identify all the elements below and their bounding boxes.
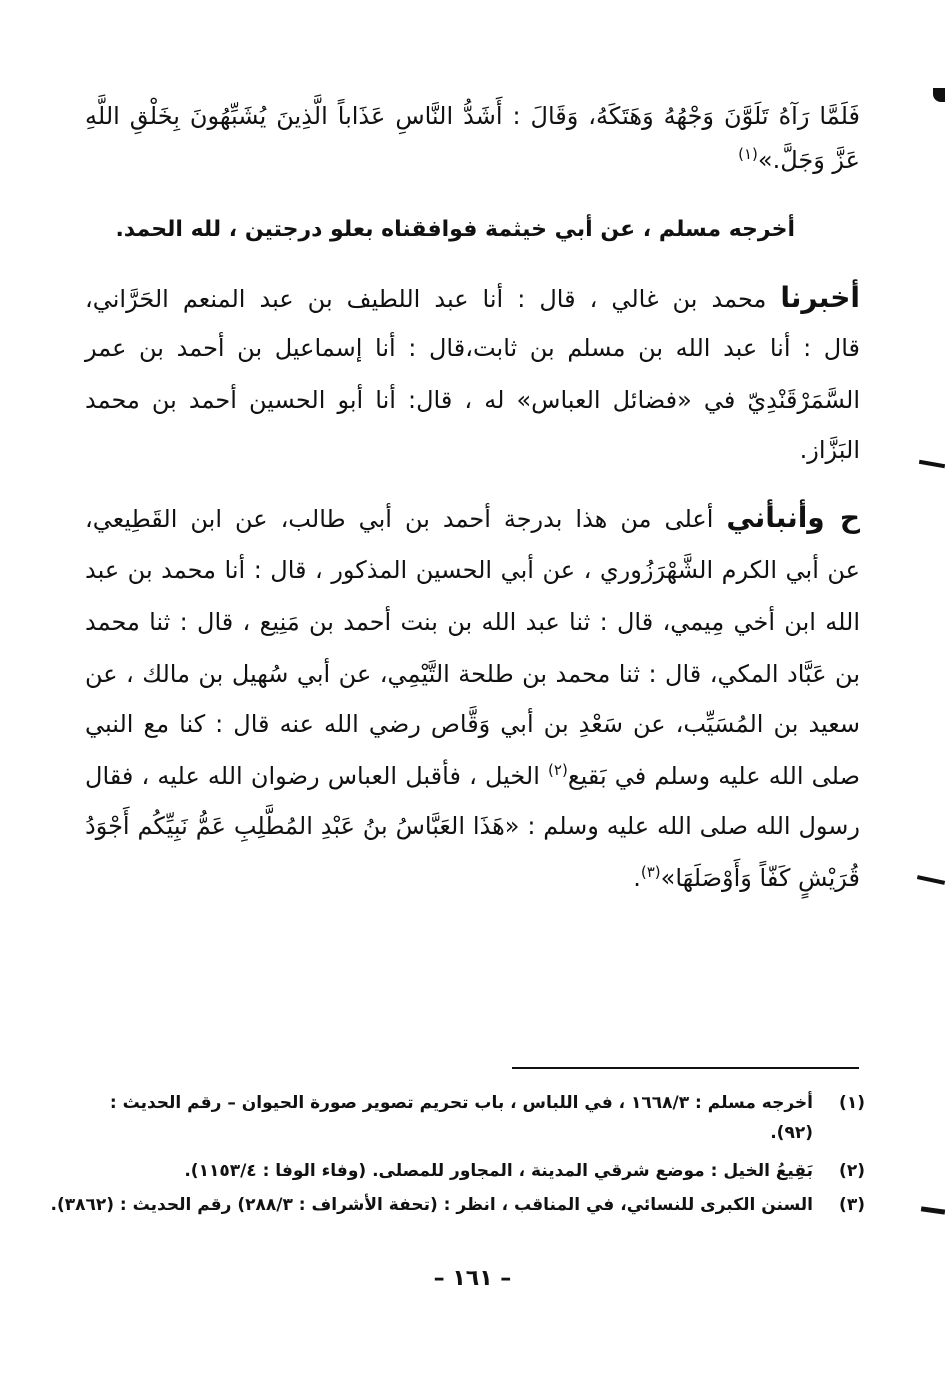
footnote-ref-2: (٢) xyxy=(548,761,568,779)
text-line-13: صلى الله عليه وسلم في بَقيع$^{(٢)}$ الخيل ، فأقبل العباس رضوان الله عليه ، فقال xyxy=(85,761,860,790)
footnote-2: (٢)بَقِيعُ الخيل : موضع شرقي المدينة ، المجاور للمصلى. (وفاء الوفا : ١١٥٣/٤). xyxy=(184,1161,865,1181)
text-line-6: السَّمَرْقَنْدِيّ في «فضائل العباس» له ، قال: أنا أبو الحسين أحمد بن محمد xyxy=(85,386,860,414)
scan-edge-mark xyxy=(921,1206,945,1214)
footnote-1-cont: (٩٢). xyxy=(770,1123,813,1143)
text-line-8: ح وأنبأني أعلى من هذا بدرجة أحمد بن أبي طالب، عن ابن القَطِيعي، xyxy=(85,501,860,534)
text-line-9: عن أبي الكرم الشَّهْرَزُوري ، عن أبي الحسين المذكور ، قال : أنا محمد بن عبد xyxy=(85,556,860,584)
footnote-separator xyxy=(512,1067,859,1069)
text-line-14: رسول الله صلى الله عليه وسلم : «هَذَا العَبَّاسُ بنُ عَبْدِ المُطَّلِبِ عَمُّ نَبِيِّكُم أَجْوَدُ xyxy=(85,812,860,840)
text-line-10: الله ابن أخي مِيمي، قال : ثنا عبد الله بن بنت أحمد بن مَنِيع ، قال : ثنا محمد xyxy=(85,608,860,636)
footnote-1: (١)أخرجه مسلم : ١٦٦٨/٣ ، في اللباس ، باب تحريم تصوير صورة الحيوان – رقم الحديث : xyxy=(109,1093,865,1113)
footnote-3: (٣)السنن الكبرى للنسائي، في المناقب ، انظر : (تحفة الأشراف : ٢٨٨/٣) رقم الحديث : (٣٨٦٢). xyxy=(50,1195,865,1215)
text-line-1: فَلَمَّا رَآهُ تَلَوَّنَ وَجْهُهُ وَهَتَكَهُ، وَقَالَ : أَشَدُّ النَّاسِ عَذَاباً الَّذِينَ يُشَبِّهُونَ بِخَلْقِ اللَّهِ xyxy=(85,102,860,130)
text-line-7: البَزَّاز. xyxy=(799,436,860,464)
lead-word-akhbarana: أخبرنا xyxy=(780,281,861,314)
text-line-5: قال : أنا عبد الله بن مسلم بن ثابت،قال : أنا إسماعيل بن أحمد بن عمر xyxy=(85,334,860,362)
scan-edge-mark xyxy=(919,460,945,468)
takhrij-note: أخرجه مسلم ، عن أبي خيثمة فوافقناه بعلو درجتين ، لله الحمد. xyxy=(115,217,795,242)
footnote-ref-3: (٣) xyxy=(640,863,661,881)
text-line-12: سعيد بن المُسَيِّب، عن سَعْدِ بن أبي وَقَّاص رضي الله عنه قال : كنا مع النبي xyxy=(85,710,860,738)
lead-word-anbaani: ح وأنبأني xyxy=(726,501,860,534)
text-line-11: بن عَبَّاد المكي، قال : ثنا محمد بن طلحة التَّيْمِي، عن أبي سُهيل بن مالك ، عن xyxy=(85,660,860,688)
text-line-4: أخبرنا محمد بن غالي ، قال : أنا عبد اللطيف بن عبد المنعم الحَرَّاني، xyxy=(85,281,861,314)
scan-edge-mark xyxy=(917,875,945,885)
footnote-ref-1: (١) xyxy=(738,145,758,163)
scan-edge-mark xyxy=(933,88,945,102)
text-line-2: عَزَّ وَجَلَّ.»$^{(١)}$ xyxy=(738,145,860,174)
text-line-15: قُرَيْشٍ كَفّاً وَأَوْصَلَهَا»$^{(٣)}$. xyxy=(633,863,860,892)
page-number: – ١٦١ – xyxy=(433,1266,512,1291)
